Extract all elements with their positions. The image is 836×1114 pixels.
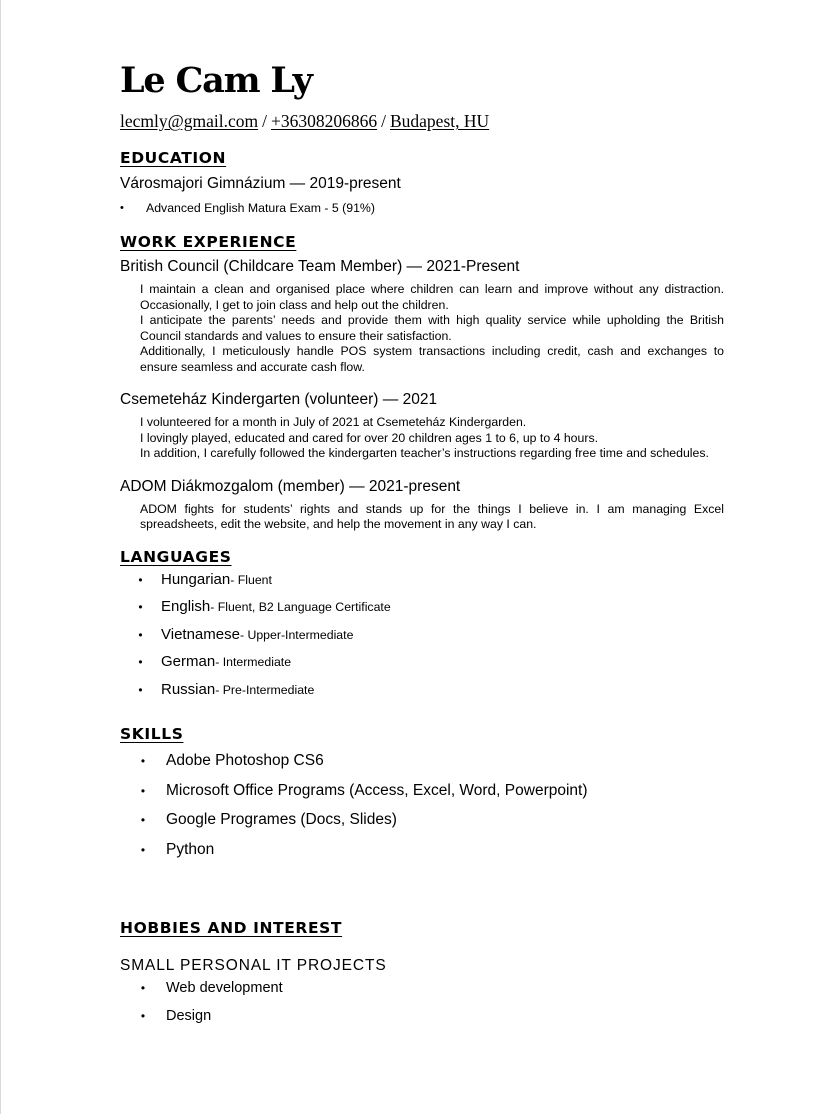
resume-name: Le Cam Ly: [120, 60, 312, 101]
language-item: [120, 626, 724, 654]
location-link[interactable]: Budapest, HU: [389, 111, 490, 131]
job-title: Csemeteház Kindergarten (volunteer) — 2021: [120, 391, 438, 408]
email-link[interactable]: lecmly@gmail.com: [120, 111, 259, 131]
bullet-icon: •: [140, 783, 146, 798]
language-level: - Pre-Intermediate: [215, 682, 315, 697]
language-item: [120, 598, 724, 626]
contact-line: [120, 110, 724, 132]
job-description-line: I maintain a clean and organised place where children can learn and improve without any distraction. Occasionally, I get to join class and help out the children.: [140, 282, 724, 312]
languages-list: [120, 571, 724, 709]
language-item: [120, 653, 724, 681]
education-bullet-text: Advanced English Matura Exam - 5 (91%): [146, 201, 375, 215]
skill-text: Google Programes (Docs, Slides): [166, 811, 397, 828]
contact-separator: /: [381, 111, 386, 131]
skill-item: [120, 782, 724, 812]
bullet-icon: •: [140, 1009, 146, 1023]
bullet-icon: •: [138, 682, 143, 697]
language-name: German: [161, 653, 216, 670]
skills-list: [120, 752, 724, 870]
education-bullet: [120, 200, 724, 216]
bullet-icon: •: [120, 202, 124, 214]
bullet-icon: •: [138, 655, 143, 669]
skill-item: [120, 841, 724, 871]
language-item: [120, 571, 724, 599]
bullet-icon: •: [140, 813, 146, 827]
hobbies-heading: HOBBIES AND INTEREST: [120, 919, 343, 937]
language-level: - Upper-Intermediate: [239, 627, 354, 642]
job-description-line: In addition, I carefully followed the kindergarten teacher’s instructions regarding free time and schedules.: [140, 446, 709, 460]
skill-item: [120, 752, 724, 782]
education-entry: Városmajori Gimnázium — 2019-present: [120, 175, 401, 192]
language-level: - Fluent, B2 Language Certificate: [210, 600, 391, 614]
education-heading: EDUCATION: [120, 149, 227, 167]
skills-heading: SKILLS: [120, 725, 184, 743]
bullet-icon: •: [140, 981, 146, 995]
job-description-line: I volunteered for a month in July of 2021 at Csemeteház Kindergarden.: [140, 415, 527, 429]
bullet-icon: •: [140, 842, 146, 857]
hobby-text: Web development: [166, 980, 283, 996]
job-description-line: I anticipate the parents’ needs and provide them with high quality service while upholding the British Council standards and values to ensure their satisfaction.: [140, 313, 724, 343]
phone-link[interactable]: +36308206866: [270, 111, 378, 131]
language-item: [120, 681, 724, 709]
languages-heading: LANGUAGES: [120, 547, 232, 566]
language-name: English: [161, 598, 211, 615]
language-name: Vietnamese: [161, 625, 240, 643]
job-description: [140, 415, 724, 462]
skill-text: Adobe Photoshop CS6: [166, 752, 324, 769]
job-title: ADOM Diákmozgalom (member) — 2021-present: [120, 477, 461, 495]
language-level: - Fluent: [230, 572, 272, 587]
language-level: - Intermediate: [215, 655, 292, 669]
hobbies-subtitle: SMALL PERSONAL IT PROJECTS: [120, 957, 387, 974]
bullet-icon: •: [138, 572, 143, 587]
hobby-text: Design: [166, 1008, 212, 1024]
bullet-icon: •: [138, 600, 143, 614]
hobby-item: [120, 980, 724, 1008]
language-name: Russian: [161, 680, 216, 698]
job-description-line: I lovingly played, educated and cared for over 20 children ages 1 to 6, up to 4 hours.: [140, 430, 599, 445]
skill-text: Microsoft Office Programs (Access, Excel, Word, Powerpoint): [166, 781, 588, 799]
job-description-line: ADOM fights for students’ rights and stands up for the things I believe in. I am managing Excel spreadsheets, edit the website, and help the movement in any way I can.: [140, 501, 724, 531]
work-experience-heading: WORK EXPERIENCE: [120, 233, 297, 251]
job-description-line: Additionally, I meticulously handle POS system transactions including credit, cash and exchanges to ensure seamless and accurate cash flow.: [140, 344, 724, 374]
job-description: [140, 282, 724, 375]
hobbies-list: [120, 980, 724, 1036]
job-description: [140, 502, 724, 533]
bullet-icon: •: [140, 754, 146, 768]
skill-item: [120, 811, 724, 841]
hobby-item: [120, 1008, 724, 1036]
resume-document: [120, 60, 724, 1036]
job-title: British Council (Childcare Team Member) — 2021-Present: [120, 258, 520, 275]
page-edge: [0, 0, 1, 1114]
contact-separator: /: [262, 111, 267, 131]
bullet-icon: •: [138, 627, 143, 642]
language-name: Hungarian: [161, 570, 231, 588]
skill-text: Python: [166, 840, 215, 858]
